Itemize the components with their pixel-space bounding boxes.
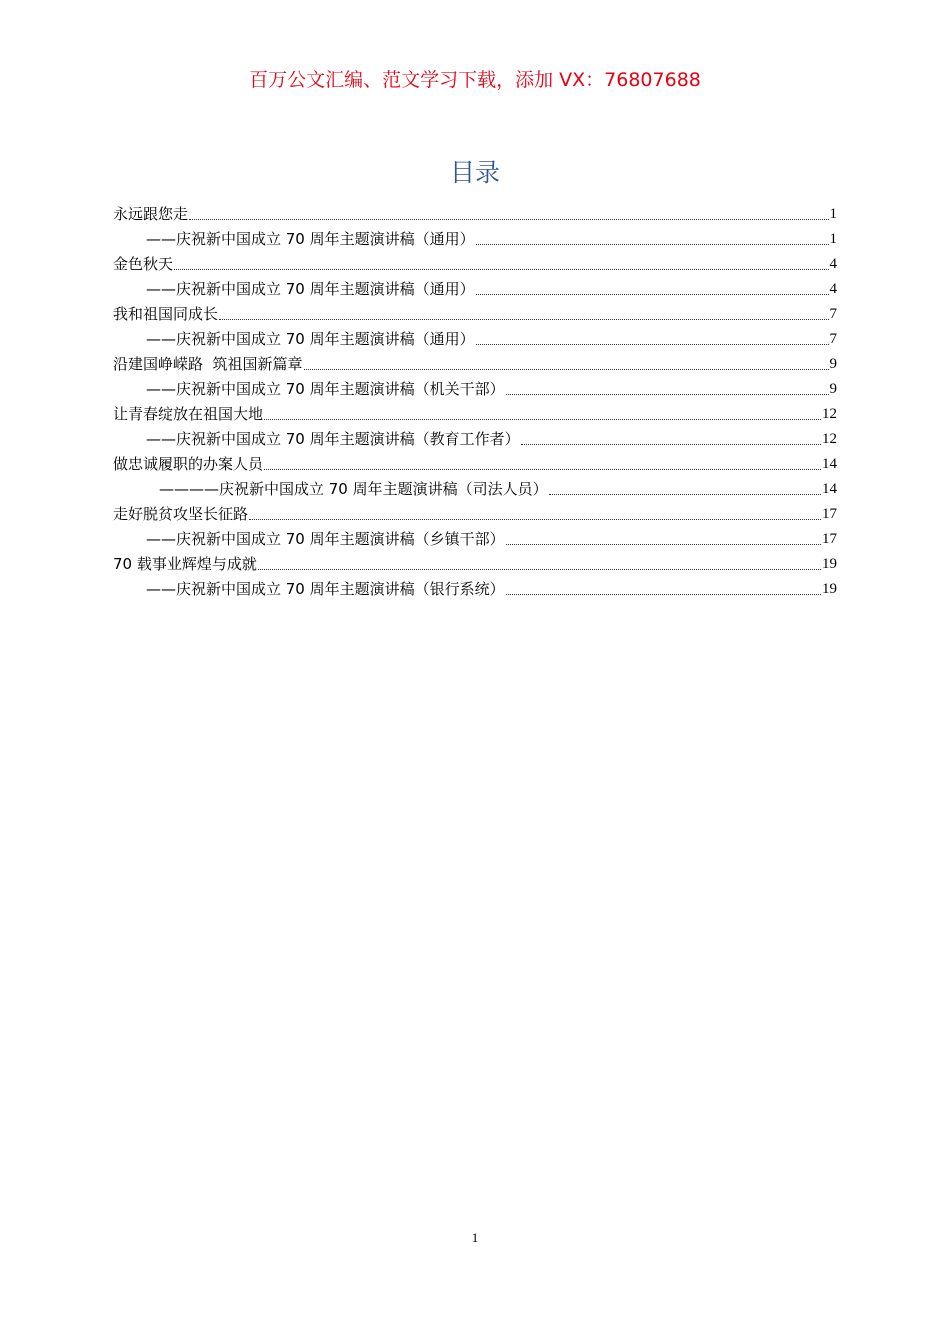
toc-dot-leader (521, 444, 821, 445)
toc-dot-leader (258, 569, 821, 570)
toc-dot-leader (476, 344, 829, 345)
toc-subentry-page: 19 (822, 581, 837, 597)
toc-entry-page: 7 (829, 306, 837, 322)
toc-entry-title: 做忠诚履职的办案人员 (113, 455, 264, 473)
toc-dot-leader (189, 219, 828, 220)
toc-dot-leader (506, 394, 829, 395)
toc-subentry[interactable] (113, 374, 837, 399)
toc-entry-title: 我和祖国同成长 (113, 305, 219, 323)
toc-dot-leader (506, 594, 821, 595)
toc-dot-leader (506, 544, 821, 545)
toc-subentry-title: ——庆祝新中国成立 70 周年主题演讲稿（乡镇干部） (146, 530, 505, 548)
toc-entry[interactable] (113, 399, 837, 424)
toc-subentry-page: 17 (822, 531, 837, 547)
toc-title: 目录 (449, 158, 500, 187)
toc-dot-leader (264, 419, 821, 420)
toc-entry-title: 走好脱贫攻坚长征路 (113, 505, 249, 523)
toc-subentry[interactable] (113, 224, 837, 249)
toc-entry-page: 12 (822, 406, 837, 422)
toc-subentry-title: ——庆祝新中国成立 70 周年主题演讲稿（通用） (146, 280, 475, 298)
toc-subentry-page: 1 (829, 231, 837, 247)
toc-subentry[interactable] (113, 274, 837, 299)
toc-dot-leader (264, 469, 821, 470)
toc-subentry[interactable] (113, 424, 837, 449)
toc-dot-leader (174, 269, 828, 270)
toc-entry[interactable] (113, 499, 837, 524)
toc-dot-leader (549, 494, 821, 495)
toc-subentry-title: ——庆祝新中国成立 70 周年主题演讲稿（教育工作者） (146, 430, 520, 448)
toc-entry[interactable] (113, 199, 837, 224)
toc-entry-page: 17 (822, 506, 837, 522)
toc-subentry-page: 9 (829, 381, 837, 397)
toc-entry-page: 1 (829, 206, 837, 222)
toc-entry-title: 沿建国峥嵘路 筑祖国新篇章 (113, 355, 303, 373)
toc-entry[interactable] (113, 249, 837, 274)
toc-subentry[interactable] (113, 524, 837, 549)
toc-dot-leader (219, 319, 828, 320)
toc-subentry[interactable] (113, 474, 837, 499)
toc-entry[interactable] (113, 549, 837, 574)
toc-entry-page: 4 (829, 256, 837, 272)
toc-subentry-title: ——庆祝新中国成立 70 周年主题演讲稿（通用） (146, 330, 475, 348)
toc-entry-page: 9 (829, 356, 837, 372)
toc-subentry-page: 14 (822, 481, 837, 497)
toc-entry-title: 70 载事业辉煌与成就 (113, 555, 257, 573)
toc-subentry-title: ——庆祝新中国成立 70 周年主题演讲稿（银行系统） (146, 580, 505, 598)
toc-subentry-title: ——庆祝新中国成立 70 周年主题演讲稿（机关干部） (146, 380, 505, 398)
toc-subentry[interactable] (113, 574, 837, 599)
toc-subentry-title: ————庆祝新中国成立 70 周年主题演讲稿（司法人员） (159, 480, 548, 498)
toc-entry[interactable] (113, 299, 837, 324)
page-number: 1 (471, 1230, 479, 1245)
toc-entry[interactable] (113, 349, 837, 374)
toc-entry[interactable] (113, 449, 837, 474)
toc-dot-leader (249, 519, 821, 520)
toc-entry-page: 14 (822, 456, 837, 472)
toc-dot-leader (476, 244, 829, 245)
header-banner: 百万公文汇编、范文学习下载，添加 VX：76807688 (249, 69, 701, 91)
toc-subentry-page: 7 (829, 331, 837, 347)
toc-entry-page: 19 (822, 556, 837, 572)
toc-subentry-page: 12 (822, 431, 837, 447)
toc-entry-title: 让青春绽放在祖国大地 (113, 405, 264, 423)
toc-subentry-page: 4 (829, 281, 837, 297)
toc-dot-leader (476, 294, 829, 295)
toc-dot-leader (304, 369, 829, 370)
toc-entry-title: 金色秋天 (113, 255, 174, 273)
toc-subentry-title: ——庆祝新中国成立 70 周年主题演讲稿（通用） (146, 230, 475, 248)
toc-subentry[interactable] (113, 324, 837, 349)
toc-entry-title: 永远跟您走 (113, 205, 189, 223)
toc-list (113, 199, 837, 599)
